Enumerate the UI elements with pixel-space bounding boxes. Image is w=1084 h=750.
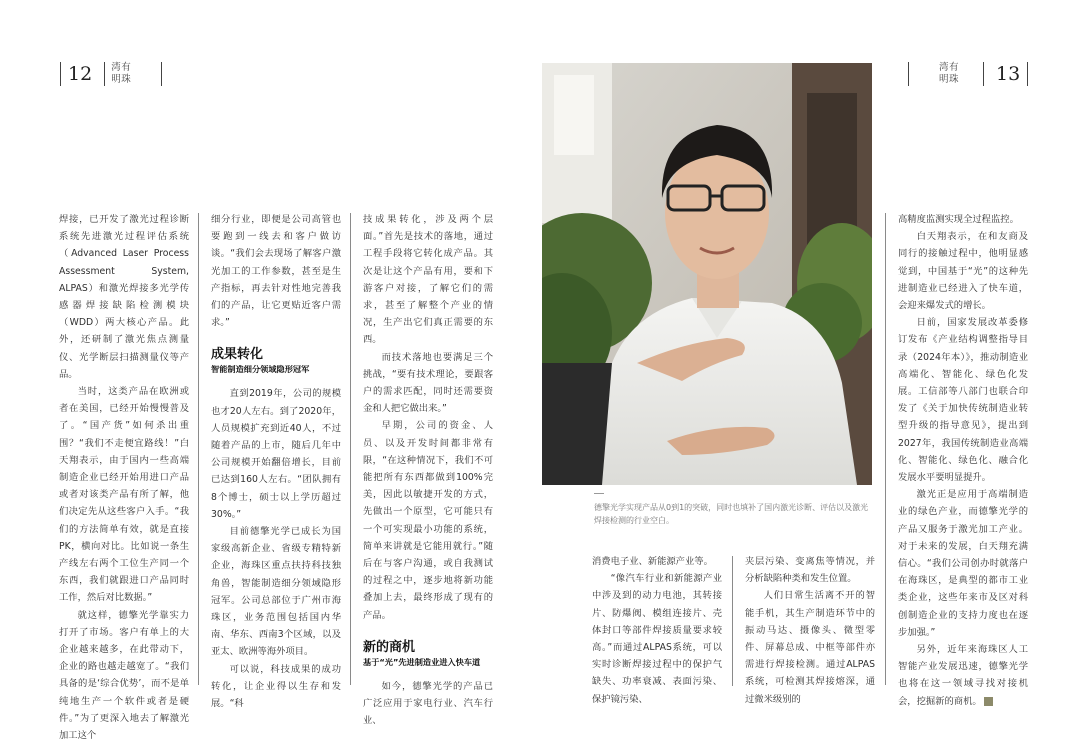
column-rule — [885, 213, 886, 685]
photo-caption: 德擎光学实现产品从0到1的突破，同时也填补了国内激光诊断、评估以及激光焊接检测的行业空白。 — [594, 493, 874, 527]
caption-rule — [594, 493, 604, 494]
right-folio — [908, 62, 1028, 86]
paragraph: 日前，国家发展改革委修订发布《产业结构调整指导目录（2024年本）》，推动制造业高端化、智能化、绿色化发展。工信部等八部门也联合印发了《关于加快传统制造业转型升级的指导意见》，提出到2027年，我国传统制造业高端化、智能化、绿色化、融合化发展水平要明显提升。 — [898, 317, 1028, 484]
paragraph: 技成果转化，涉及两个层面。”首先是技术的落地，通过工程手段将它转化成产品。其次是让这个产品有用，要和下游客户对接，了解它们的需求，甚至了解整个产业的情况，生产出它们真正需要的东西。 — [363, 214, 493, 346]
paragraph — [898, 641, 1028, 710]
paragraph: 而技术落地也要满足三个挑战，“要有技术理论，要跟客户的需求匹配，同时还需要资金和人把它做出来。” — [363, 351, 493, 415]
paragraph: 激光正是应用于高端制造业的绿色产业，而德擎光学的产品又服务于激光加工产业。对于未来的发展，白天翔充满信心。“我们公司创办时就落户在海珠区，是典型的都市工业类企业，这些年来市及区对科创制造企业的支持力度也在逐步加强。” — [898, 489, 1028, 638]
paragraph: 焊接，已开发了激光过程诊断系统先进激光过程评估系统（Advanced Laser Process Assessment System, ALPAS）和激光焊接多光学传感器焊接缺陷检测模块（WDD）两大核心产品。此外，还研制了激光焦点测量仪、光学断层扫描测量仪等产品。 — [59, 214, 189, 380]
paragraph-text: 另外，近年来海珠区人工智能产业发展迅速，德擎光学也将在这一领域寻找对接机会，挖掘新的商机。 — [898, 644, 1028, 707]
paragraph: 目前德擎光学已成长为国家级高新企业、省级专精特新企业，海珠区重点扶持科技独角兽，智能制造细分领域隐形冠军。公司总部位于广州市海珠区，业务范围包括国内华南、华东、西南3个区域，以及亚太、欧洲等海外项目。 — [211, 526, 341, 658]
right-page — [542, 0, 1084, 750]
paragraph: 当时，这类产品在欧洲或者在美国，已经开始慢慢普及了。“国产货”如何杀出重围？“我们不走便宜路线！”白天翔表示，由于国内一些高端制造企业已经开始用进口产品或者对该类产品有所了解，他们决定先从这些客户入手。“我们的方法简单有效，就是直接PK，横向对比。比如说一条生产线左右两个工位生产同一个东西，我们就跟进口产品同时工作，然后对比数据。” — [59, 386, 189, 604]
column-rule — [732, 556, 733, 686]
portrait-illustration — [542, 63, 872, 485]
paragraph: 细分行业，即便是公司高管也要跑到一线去和客户做访谈。“我们会去现场了解客户激光加工的工作参数，甚至是生产指标，再去针对性地完善我们的产品，让它更贴近客户需求。” — [211, 214, 341, 329]
text-column-2 — [211, 211, 341, 712]
paragraph: 消费电子业、新能源产业等。 — [592, 556, 713, 567]
text-column-5 — [745, 553, 875, 708]
paragraph: 就这样，德擎光学靠实力打开了市场。客户有单上的大企业越来越多，在此带动下，企业的路也越走越宽了。“我们具备的是‘综合优势’，而不是单纯地生产一个软件或者是硬件。”为了更深入地去了解激光加工这个 — [59, 609, 189, 742]
paragraph: 夹层污染、变离焦等情况，并分析缺陷种类和发生位置。 — [745, 556, 875, 585]
section-name: 湾有 明珠 — [111, 62, 132, 85]
left-folio — [60, 62, 162, 86]
paragraph: 白天翔表示，在和友商及同行的接触过程中，他明显感觉到，中国基于“光”的这种先进制造业已经进入了快车道，会迎来爆发式的增长。 — [898, 231, 1028, 312]
text-column-3 — [363, 211, 493, 729]
text-column-4 — [592, 553, 722, 708]
text-column-6 — [898, 211, 1028, 710]
paragraph: 高精度监测实现全过程监控。 — [898, 214, 1019, 225]
paragraph: 如今，德擎光学的产品已广泛应用于家电行业、汽车行业、 — [363, 680, 493, 727]
end-mark-icon — [984, 697, 993, 706]
section-name: 湾有 明珠 — [939, 62, 960, 85]
folio-divider — [1027, 62, 1028, 86]
section-heading-block — [211, 347, 341, 375]
paragraph: 可以说，科技成果的成功转化，让企业得以生存和发展。“科 — [211, 663, 341, 710]
text-column-1 — [59, 211, 189, 744]
section-heading: 成果转化 — [211, 347, 264, 363]
paragraph: “像汽车行业和新能源产业中涉及到的动力电池，其转接片、防爆阀、模组连接片、壳体封口等部件焊接质量要求较高。”而通过ALPAS系统，可以实时诊断焊接过程中的保护气缺失、功率衰减、表面污染、保护镜污染、 — [592, 573, 722, 705]
paragraph: 直到2019年，公司的规模也才20人左右。到了2020年，人员规模扩充到近40人，不过随着产品的上市，随后几年中公司规模开始翻倍增长，目前已达到160人左右。“团队拥有8个博士，硕士以上学历超过30%。” — [211, 388, 341, 520]
section-heading-block — [363, 640, 493, 668]
section-subheading: 智能制造细分领域隐形冠军 — [211, 364, 310, 375]
portrait-photo — [542, 63, 872, 485]
page-number: 13 — [996, 63, 1021, 85]
column-rule — [198, 213, 199, 685]
page-number: 12 — [68, 63, 93, 85]
section-subheading: 基于“光”先进制造业进入快车道 — [363, 656, 481, 667]
column-rule — [350, 213, 351, 685]
paragraph: 人们日常生活离不开的智能手机，其生产制造环节中的振动马达、摄像头、微型零件、屏幕总成、中框等部件亦需进行焊接检测。通过ALPAS系统，可检测其焊接熔深，通过微米级别的 — [745, 590, 875, 705]
paragraph: 早期，公司的资金、人员、以及开发时间都非常有限，“在这种情况下，我们不可能把所有东西都做到100%完美，因此以敏捷开发的方式，先做出一个原型，它可能只有一个可实现最小功能的系统，简单来讲就是它能用就行。”随后在与客户沟通，或自我测试的过程之中，逐步地将新功能叠加上去，最终形成了现有的产品。 — [363, 420, 493, 621]
folio-divider — [161, 62, 162, 86]
section-heading: 新的商机 — [363, 639, 416, 655]
